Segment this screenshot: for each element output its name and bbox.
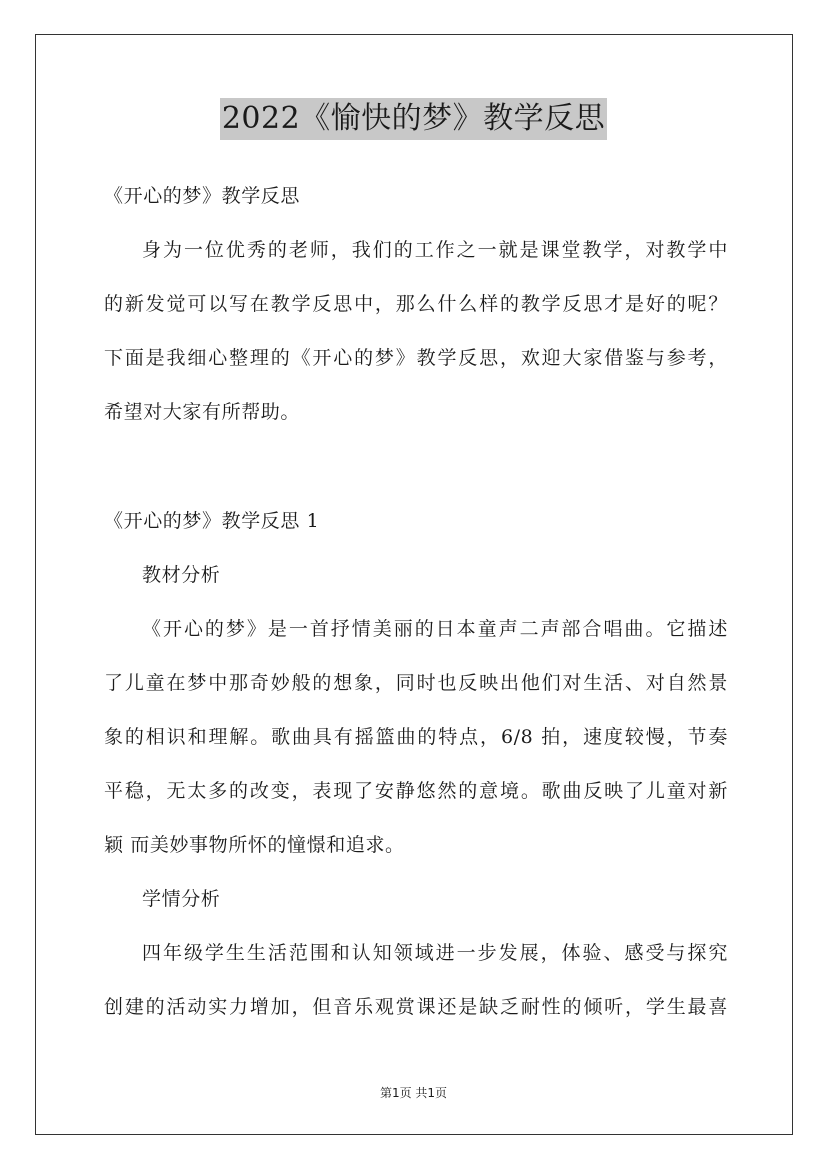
title-container bbox=[0, 98, 827, 140]
page-footer bbox=[0, 1084, 827, 1101]
intro-line-1: 身为一位优秀的老师，我们的工作之一就是课堂教学，对教学中 bbox=[142, 239, 728, 261]
material-line-5: 颖 而美妙事物所怀的憧憬和追求。 bbox=[104, 834, 405, 856]
student-line-1: 四年级学生生活范围和认知领域进一步发展，体验、感受与探究 bbox=[142, 942, 728, 964]
section-heading: 《开心的梦》教学反思 1 bbox=[104, 510, 320, 532]
intro-line-4: 希望对大家有所帮助。 bbox=[104, 401, 301, 423]
material-line-2: 了儿童在梦中那奇妙般的想象，同时也反映出他们对生活、对自然景 bbox=[104, 672, 728, 694]
student-heading: 学情分析 bbox=[142, 888, 221, 910]
material-line-1: 《开心的梦》是一首抒情美丽的日本童声二声部合唱曲。它描述 bbox=[142, 618, 728, 640]
intro-line-3: 下面是我细心整理的《开心的梦》教学反思，欢迎大家借鉴与参考， bbox=[104, 347, 728, 369]
intro-line-2: 的新发觉可以写在教学反思中，那么什么样的教学反思才是好的呢？ bbox=[104, 293, 728, 315]
material-line-4: 平稳，无太多的改变，表现了安静悠然的意境。歌曲反映了儿童对新 bbox=[104, 780, 728, 802]
material-heading: 教材分析 bbox=[142, 564, 221, 586]
page-number-label: 第1页 共1页 bbox=[379, 1086, 448, 1100]
material-line-3: 象的相识和理解。歌曲具有摇篮曲的特点，6/8 拍，速度较慢，节奏 bbox=[104, 726, 728, 748]
student-line-2: 创建的活动实力增加，但音乐观赏课还是缺乏耐性的倾听，学生最喜 bbox=[104, 996, 728, 1018]
subtitle: 《开心的梦》教学反思 bbox=[104, 185, 301, 207]
document-title: 2022《愉快的梦》教学反思 bbox=[220, 98, 607, 140]
